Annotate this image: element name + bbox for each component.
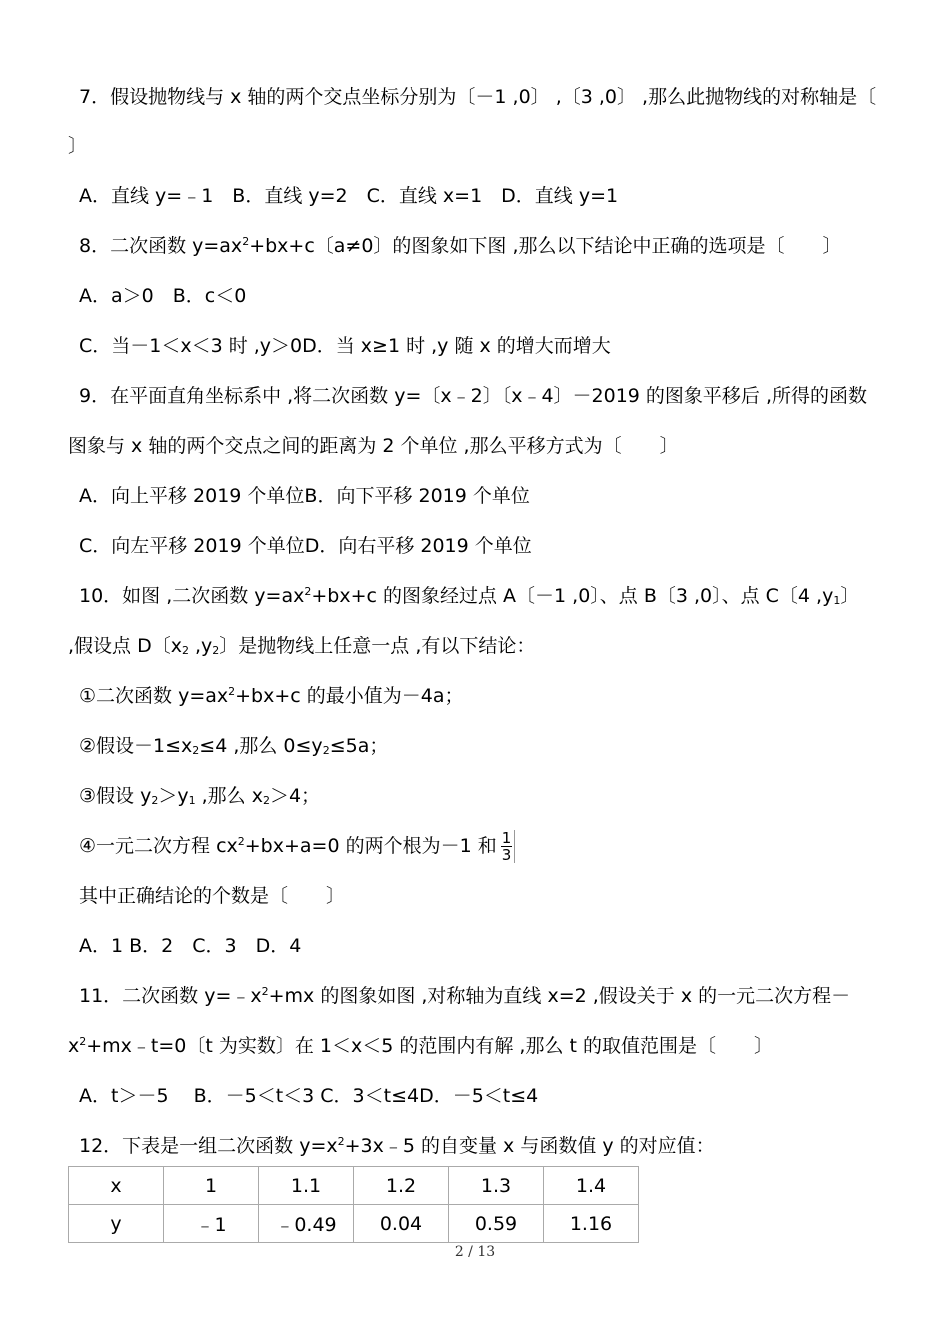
- q10-statement-4: ④一元二次方程 $cx^2+bx+a=0$ 的两个根为－1 和 $\frac{1}{3}$: [79, 826, 515, 866]
- q10-statement-3: ③假设 $y_2>y_1$ ,那么 $x_2>4$；: [79, 785, 321, 807]
- q8-line1: 8．二次函数 $y=ax^2+bx+c$〔a≠0〕的图象如下图 ,那么以下结论中正确的选项是〔 〕: [79, 235, 842, 257]
- q12-line1: 12．下表是一组二次函数 $y=x^2+3x﹣5$ 的自变量 x 与函数值 y 的对应值：: [79, 1135, 715, 1157]
- table-cell: 1.4: [544, 1167, 639, 1205]
- q10-line2: ,假设点 D〔$x_2$ $,y_2$〕是抛物线上任意一点 ,有以下结论：: [68, 635, 536, 657]
- table-cell: 1.16: [544, 1205, 639, 1243]
- q11-line2: $x^2+mx﹣t=0$〔t 为实数〕在 1＜x＜5 的范围内有解 ,那么 t 的取值范围是〔 〕: [68, 1035, 773, 1057]
- page-number: 2 / 13: [454, 1244, 496, 1260]
- q9-options-cd: C．向左平移 2019 个单位D．向右平移 2019 个单位: [79, 535, 532, 557]
- q7-options: A．直线 y=﹣1 B．直线 y=2 C．直线 x=1 D．直线 y=1: [79, 185, 619, 207]
- q10-line1: 10．如图 ,二次函数 $y=ax^2+bx+c$ 的图象经过点 A〔－1 ,0〕、点 B〔3 ,0〕、点 C〔4 $,y_1$〕: [79, 585, 860, 607]
- table-cell: 1.2: [354, 1167, 449, 1205]
- q9-options-ab: A．向上平移 2019 个单位B．向下平移 2019 个单位: [79, 485, 530, 507]
- fraction-one-third: $\frac{1}{3}$: [499, 830, 516, 863]
- table-cell: 0.04: [354, 1205, 449, 1243]
- q7-line1: 7．假设抛物线与 x 轴的两个交点坐标分别为〔－1 ,0〕 ,〔3 ,0〕 ,那么此抛物线的对称轴是〔: [79, 86, 877, 108]
- q10-statement-1: ①二次函数 $y=ax^2+bx+c$ 的最小值为－4a；: [79, 685, 464, 707]
- q10-question: 其中正确结论的个数是〔 〕: [79, 885, 346, 907]
- q7-line2: 〕: [68, 135, 88, 157]
- q10-options: A．1 B．2 C．3 D．4: [79, 935, 302, 957]
- table-cell: 0.59: [449, 1205, 544, 1243]
- q9-line1: 9．在平面直角坐标系中 ,将二次函数 y=〔x﹣2〕〔x﹣4〕－2019 的图象平移后 ,所得的函数: [79, 385, 868, 407]
- value-table: [68, 1166, 639, 1243]
- table-row-y: [69, 1205, 639, 1243]
- table-cell: 1.1: [259, 1167, 354, 1205]
- table-cell: ﹣1: [164, 1205, 259, 1243]
- table-cell: 1.3: [449, 1167, 544, 1205]
- q8-options-cd: C．当－1＜x＜3 时 ,y＞0D．当 x≥1 时 ,y 随 x 的增大而增大: [79, 335, 611, 357]
- q11-options: A．t＞－5 B．－5＜t＜3 C．3＜t≤4D．－5＜t≤4: [79, 1085, 539, 1107]
- q9-line2: 图象与 x 轴的两个交点之间的距离为 2 个单位 ,那么平移方式为〔 〕: [68, 435, 679, 457]
- q10-statement-2: ②假设$-1\le x_2\le 4$ ,那么 $0\le y_2\le 5a$；: [79, 735, 389, 757]
- table-row-x: [69, 1167, 639, 1205]
- table-cell: ﹣0.49: [259, 1205, 354, 1243]
- table-cell: y: [69, 1205, 164, 1243]
- q8-options-ab: A．a＞0 B．c＜0: [79, 285, 247, 307]
- q11-line1: 11．二次函数 $y=﹣x^2+mx$ 的图象如图 ,对称轴为直线 x=2 ,假设关于 x 的一元二次方程－: [79, 985, 851, 1007]
- table-cell: 1: [164, 1167, 259, 1205]
- table-cell: x: [69, 1167, 164, 1205]
